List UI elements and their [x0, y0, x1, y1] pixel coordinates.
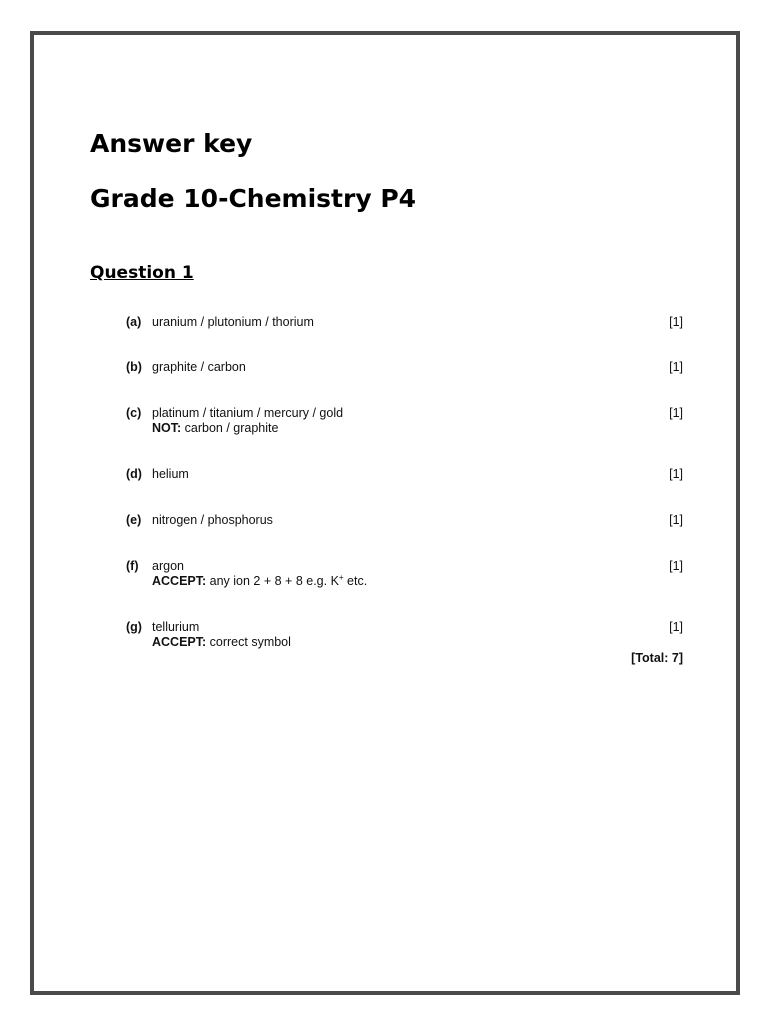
- note-tail: etc.: [343, 574, 368, 588]
- answer-text: helium: [152, 467, 189, 481]
- answer-mark: [1]: [669, 559, 683, 573]
- answer-label: (e): [126, 513, 142, 527]
- answer-text: graphite / carbon: [152, 360, 246, 374]
- note-keyword: ACCEPT:: [152, 574, 207, 588]
- answer-label: (b): [126, 360, 142, 374]
- answer-mark: [1]: [669, 620, 683, 634]
- note-keyword: ACCEPT:: [152, 635, 207, 649]
- note-text: carbon / graphite: [181, 421, 279, 435]
- answer-text: nitrogen / phosphorus: [152, 513, 273, 527]
- answer-label: (f): [126, 559, 139, 573]
- question-heading: Question 1: [90, 263, 194, 283]
- answer-mark: [1]: [669, 406, 683, 420]
- answer-text: platinum / titanium / mercury / gold: [152, 406, 344, 420]
- answer-note: [152, 635, 291, 650]
- answer-text: argon: [152, 559, 184, 573]
- answer-label: (d): [126, 467, 142, 481]
- answer-label: (a): [126, 315, 142, 329]
- document-subtitle: Grade 10-Chemistry P4: [90, 184, 417, 213]
- answer-mark: [1]: [669, 467, 683, 481]
- note-keyword: NOT:: [152, 421, 182, 435]
- answer-note: [152, 574, 367, 589]
- answer-mark: [1]: [669, 360, 683, 374]
- total-marks: [Total: 7]: [631, 651, 683, 665]
- answer-label: (g): [126, 620, 142, 634]
- note-superscript: +: [338, 572, 344, 582]
- document-title: Answer key: [90, 129, 253, 158]
- answer-mark: [1]: [669, 513, 683, 527]
- answer-label: (c): [126, 406, 142, 420]
- answer-note: [152, 421, 278, 436]
- note-text: any ion 2 + 8 + 8 e.g. K: [206, 574, 339, 588]
- answer-mark: [1]: [669, 315, 683, 329]
- answer-text: tellurium: [152, 620, 200, 634]
- note-text: correct symbol: [206, 635, 291, 649]
- answer-text: uranium / plutonium / thorium: [152, 315, 314, 329]
